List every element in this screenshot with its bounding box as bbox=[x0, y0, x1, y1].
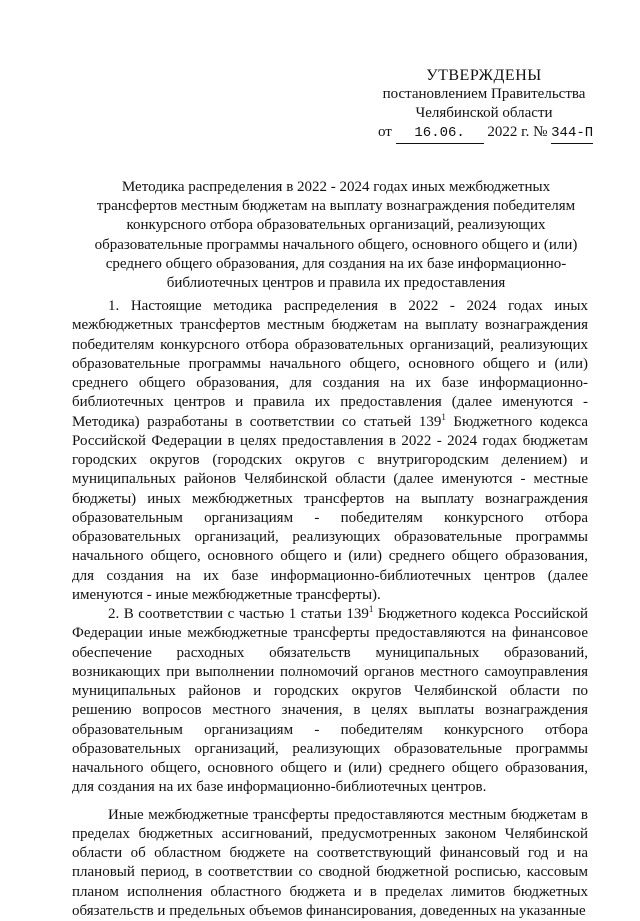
approval-date-line bbox=[368, 123, 600, 144]
paragraph-1 bbox=[72, 297, 588, 605]
document-title: Методика распределения в 2022 - 2024 годах иных межбюджетных трансфертов местным бюджетам на выплату вознаграждения победителям конкурсного отбора образовательных организаций, реализующих образовательные программы начального общего, основного общего и (или) среднего общего образования, для создания на их базе информационно-библиотечных центров и правила их предоставления bbox=[80, 178, 592, 293]
date-prefix: от bbox=[378, 124, 392, 140]
approval-block bbox=[368, 66, 600, 144]
document-body bbox=[72, 297, 588, 921]
paragraph-1-text-a: 1. Настоящие методика распределения в 2022 - 2024 годах иных межбюджетных трансфертов местным бюджетам на выплату вознаграждения победителям конкурсного отбора образовательных организаций, реализующих образовательные программы начального общего, основного общего и (или) среднего общего образования, для создания на их базе информационно-библиотечных центров и правила их предоставления (далее именуются - Методика) разработаны в соответствии со статьей 139 bbox=[72, 298, 588, 430]
paragraph-2-text-b: Бюджетного кодекса Российской Федерации иные межбюджетные трансферты предоставляются на финансовое обеспечение расходных обязательств муниципальных образований, возникающих при выполнении полномочий органов местного самоуправления муниципальных районов и городских округов Челябинской области по решению вопросов местного значения, в целях выплаты вознаграждения образовательным организациям - победителям конкурсного отбора образовательных организаций, реализующих образовательные программы начального общего, основного общего и (или) среднего общего образования, для создания на их базе информационно-библиотечных центров. bbox=[72, 606, 588, 795]
approval-title: УТВЕРЖДЕНЫ bbox=[368, 66, 600, 85]
paragraph-3: Иные межбюджетные трансферты предоставляются местным бюджетам в пределах бюджетных ассигнований, предусмотренных законом Челябинской области об областном бюджете на соответствующий финансовый год и на плановый период, в соответствии со сводной бюджетной росписью, кассовым планом исполнения областного бюджета и в пределах лимитов бюджетных обязательств и предельных объемов финансирования, доведенных на указанные bbox=[72, 806, 588, 921]
approval-number: 344-П bbox=[551, 124, 593, 144]
paragraph-2-superscript: 1 bbox=[369, 604, 374, 614]
approval-day: 16.06. bbox=[396, 124, 484, 144]
approval-line-2: Челябинской области bbox=[368, 104, 600, 123]
paragraph-1-superscript: 1 bbox=[441, 412, 446, 422]
paragraph-2-text-a: 2. В соответствии с частью 1 статьи 139 bbox=[108, 606, 369, 622]
paragraph-1-text-b: Бюджетного кодекса Российской Федерации в целях предоставления в 2022 - 2024 годах бюджетам городских округов (городских округов с внутригородским делением) и муниципальных районов Челябинской области (далее именуются - местные бюджеты) иных межбюджетных трансфертов на выплату вознаграждения образовательным организациям - победителям конкурсного отбора образовательных организаций, реализующих образовательные программы начального общего, основного общего и (или) среднего общего образования, для создания на их базе информационно-библиотечных центров (далее именуются - иные межбюджетные трансферты). bbox=[72, 414, 588, 603]
paragraph-2 bbox=[72, 605, 588, 798]
approval-year: 2022 г. № bbox=[487, 124, 547, 140]
approval-line-1: постановлением Правительства bbox=[368, 85, 600, 104]
